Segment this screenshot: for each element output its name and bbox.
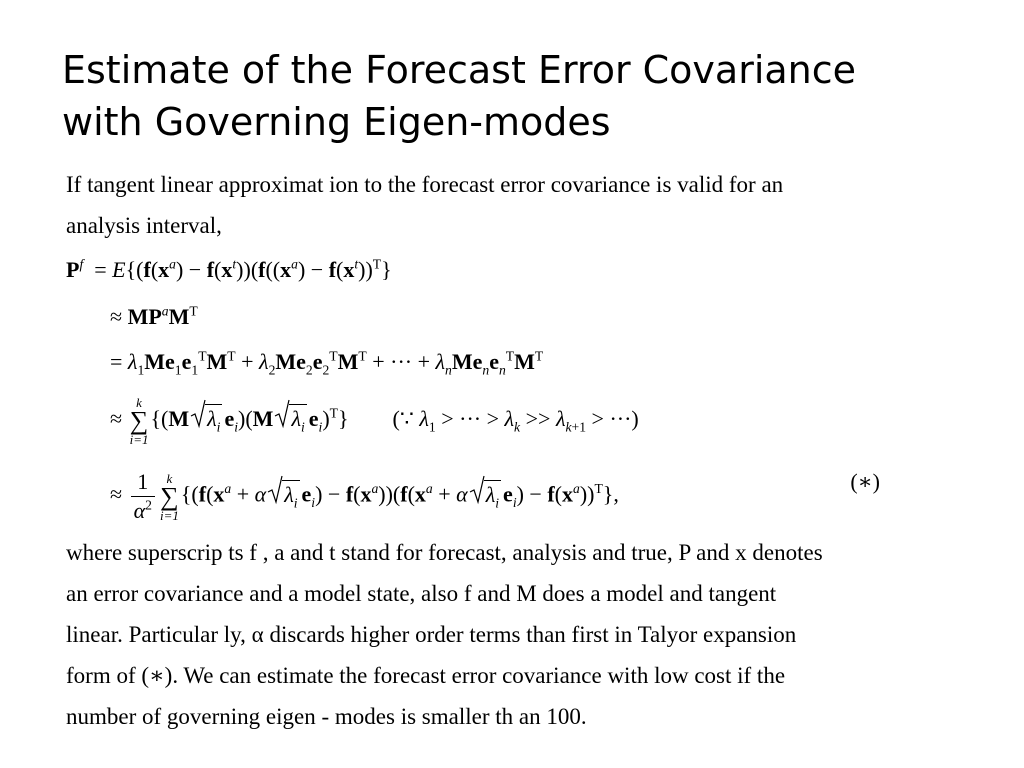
- intro-paragraph: [66, 164, 783, 246]
- equation-3: = $\lambda_1Me_1e_1^TM^T + \lambda_2Me_2e_2^TM^T$ + ··· + $\lambda_nMe_ne_n^TM^T$: [110, 348, 544, 378]
- equation-5: ≈ $\frac{1}{\alpha^2}$ k ∑ i=1 {($f(x^a + \alpha$ $\lambda_i$ $e_i) - f(x^a))(f(x^a + \alpha$ $\lambda_i$ $e_i) - f(x^a))^T$}, (∗): [110, 469, 880, 523]
- equation-4: ≈ k ∑ i=1 {(M $\lambda_i$ $e_i)(M$ $\lambda_i$ $e_i)^T$} (∵ $\lambda_1$ > ··· > $\lambda_k >> \lambda_{k+1}$ > ···): [110, 395, 639, 447]
- intro-line2: analysis interval,: [66, 213, 222, 238]
- explanation-paragraph: [66, 532, 823, 737]
- explanation-line3: linear. Particular ly, α discards higher order terms than first in Talyor expansion: [66, 622, 797, 647]
- equation-2: ≈ $MP^aM^T$: [110, 303, 198, 329]
- slide-title-line1: Estimate of the Forecast Error Covariance: [62, 48, 857, 92]
- explanation-line1: where superscrip ts f , a and t stand for forecast, analysis and true, P and x denotes: [66, 540, 823, 565]
- explanation-line4: form of (∗). We can estimate the forecast error covariance with low cost if the: [66, 663, 786, 688]
- equation-1: $P^f = E\{(f(x^a) - f(x^t))(f((x^a) - f(x^t))^T\}$: [66, 256, 392, 282]
- equation-5-tag: (∗): [850, 469, 880, 494]
- explanation-line2: an error covariance and a model state, also f and M does a model and tangent: [66, 581, 777, 606]
- explanation-line5: number of governing eigen - modes is smaller th an 100.: [66, 704, 587, 729]
- slide-title-line2: with Governing Eigen-modes: [62, 100, 611, 144]
- intro-line1: If tangent linear approximat ion to the forecast error covariance is valid for an: [66, 172, 784, 197]
- slide-title: [62, 44, 856, 148]
